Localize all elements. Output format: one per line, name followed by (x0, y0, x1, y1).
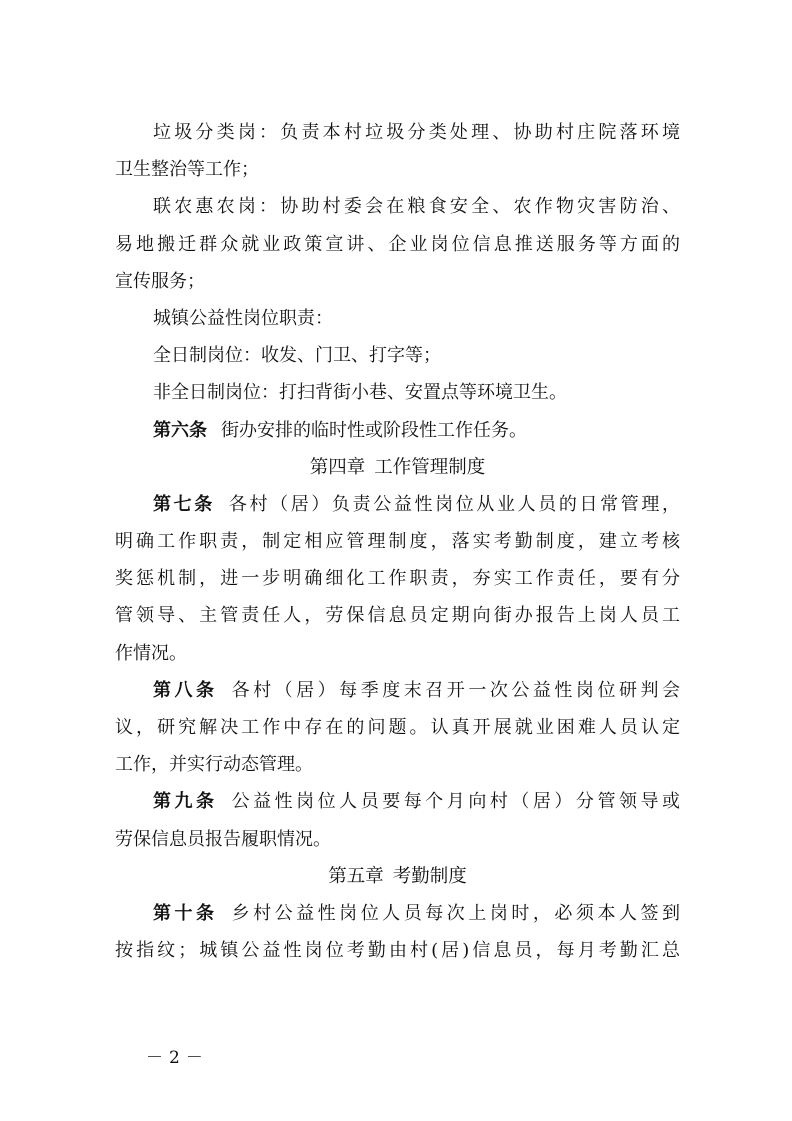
text-line: 工作，并实行动态管理。 (115, 754, 313, 776)
text-line: 宣传服务； (115, 270, 205, 292)
article-label: 第八条 (153, 679, 218, 701)
document-body (115, 114, 680, 969)
text-line: 劳保信息员报告履职情况。 (115, 828, 331, 850)
chapter-title: 工作管理制度 (374, 456, 486, 478)
text-line: 卫生整治等工作； (115, 159, 259, 181)
article-line (115, 672, 680, 709)
chapter-number: 第四章 (309, 456, 366, 478)
page-number: －2－ (146, 1048, 209, 1068)
article-label: 第七条 (153, 493, 215, 515)
text-line: 作情况。 (115, 642, 187, 664)
text-line: 管领导、主管责任人，劳保信息员定期向街办报告上岗人员工 (115, 605, 680, 627)
article-text: 街办安排的临时性或阶段性工作任务。 (221, 419, 527, 441)
text-line: 联农惠农岗：协助村委会在粮食安全、农作物灾害防治、 (153, 196, 680, 218)
article-line (115, 412, 680, 449)
text-line: 明确工作职责，制定相应管理制度，落实考勤制度，建立考核 (115, 531, 680, 553)
text-line: 城镇公益性岗位职责： (153, 307, 333, 329)
text-line: 全日制岗位：收发、门卫、打字等； (153, 345, 441, 367)
chapter-heading (115, 449, 680, 486)
text-line: 议，研究解决工作中存在的问题。认真开展就业困难人员认定 (115, 717, 680, 738)
article-label: 第十条 (153, 902, 218, 924)
chapter-heading (115, 858, 680, 895)
article-text: 乡村公益性岗位人员每次上岗时，必须本人签到 (231, 902, 680, 924)
text-line: 易地搬迁群众就业政策宣讲、企业岗位信息推送服务等方面的 (115, 233, 680, 255)
text-line: 按指纹；城镇公益性岗位考勤由村(居)信息员，每月考勤汇总 (115, 940, 680, 962)
article-line (115, 895, 680, 932)
article-text: 各村（居）负责公益性岗位从业人员的日常管理， (228, 493, 680, 515)
text-line: 垃圾分类岗：负责本村垃圾分类处理、协助村庄院落环境 (153, 122, 680, 143)
text-line: 非全日制岗位：打扫背街小巷、安置点等环境卫生。 (153, 382, 567, 404)
article-label: 第九条 (153, 791, 218, 813)
article-line (115, 783, 680, 820)
article-text: 公益性岗位人员要每个月向村（居）分管领导或 (231, 791, 680, 813)
chapter-number: 第五章 (328, 865, 384, 887)
chapter-title: 考勤制度 (392, 865, 467, 887)
article-text: 各村（居）每季度末召开一次公益性岗位研判会 (231, 679, 680, 701)
text-line: 奖惩机制，进一步明确细化工作职责，夯实工作责任，要有分 (115, 568, 680, 590)
article-line (115, 486, 680, 523)
article-label: 第六条 (153, 419, 207, 441)
